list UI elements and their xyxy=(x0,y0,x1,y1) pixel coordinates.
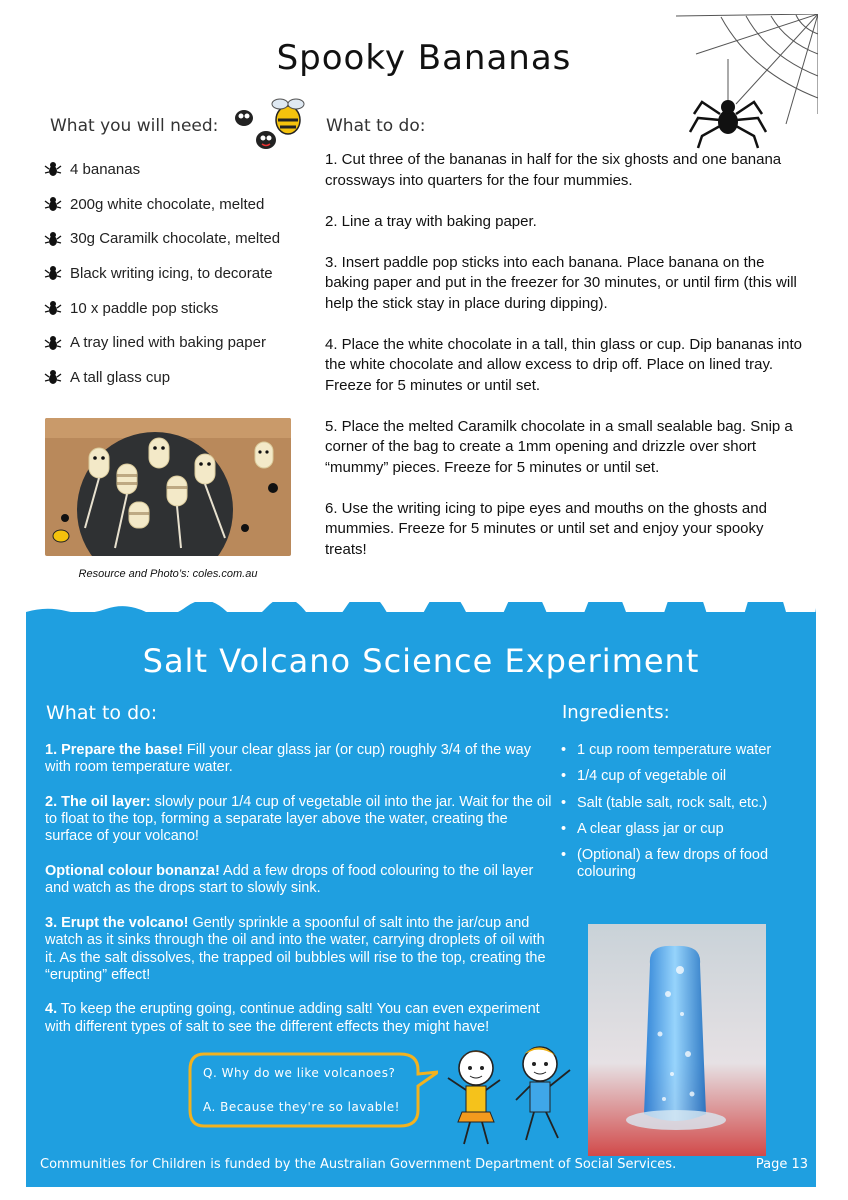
footer-text: Communities for Children is funded by the Australian Government Department of Social Services. xyxy=(40,1157,677,1172)
list-item xyxy=(44,221,314,256)
ingredient-text: 30g Caramilk chocolate, melted xyxy=(70,230,281,248)
salt-volcano-photo xyxy=(588,924,766,1156)
step-text: 4. Place the white chocolate in a tall, thin glass or cup. Dip bananas into the white chocolate and allow excess to drip off. Place on lined tray. Freeze for 5 minutes or until set. xyxy=(325,335,802,394)
list-item: • 1/4 cup of vegetable oil xyxy=(561,768,801,785)
step-body: Gently sprinkle a spoonful of salt into the jar/cup and watch as it sinks through the oil and into the water, carrying droplets of oil with it. As the salt dissolves, the trapped oil bubbles will rise to the top, creating the “erupting” effect! xyxy=(45,914,546,983)
speech-bubble xyxy=(186,1050,438,1130)
spider-bullet-icon xyxy=(44,264,62,282)
step-text: 5. Place the melted Caramilk chocolate in a small sealable bag. Snip a corner of the bag to create a 1mm opening and drizzle over short “mummy” pieces. Freeze for 5 minutes or until set. xyxy=(325,417,793,476)
step-lead: 4. xyxy=(45,1001,58,1018)
step-lead: 1. Prepare the base! xyxy=(45,742,183,758)
step-body: slowly pour 1/4 cup of vegetable oil into the jar. Wait for the oil to float to the top, forming a separate layer above the water, creating the surface of your volcano! xyxy=(45,793,552,845)
step-text: 6. Use the writing icing to pipe eyes and mouths on the ghosts and mummies. Freeze for 5 minutes or until set and enjoy your spooky treats! xyxy=(325,499,767,558)
experiment-steps xyxy=(45,742,553,1053)
step-text: 1. Cut three of the bananas in half for the six ghosts and one banana crossways into quarters for the four mummies. xyxy=(325,151,782,189)
list-item xyxy=(44,187,314,222)
recipe-steps xyxy=(325,150,807,581)
spider-web-icon xyxy=(676,14,818,150)
step-lead: 2. The oil layer: xyxy=(45,793,151,810)
do-heading: What to do: xyxy=(326,116,426,136)
ingredient-list xyxy=(44,152,314,395)
spider-bullet-icon xyxy=(44,160,62,178)
step-text: 2. Line a tray with baking paper. xyxy=(325,212,537,230)
experiment-title: Salt Volcano Science Experiment xyxy=(142,642,700,680)
step-text: 3. Insert paddle pop sticks into each banana. Place banana on the baking paper and put in the freezer for 30 minutes, or until firm (this will help the stick stay in place during dipping). xyxy=(325,253,797,312)
spooky-bananas-photo xyxy=(45,418,291,556)
ingredient-text: Black writing icing, to decorate xyxy=(70,264,273,282)
children-illustration xyxy=(434,1040,584,1150)
list-item xyxy=(44,291,314,326)
spider-bullet-icon xyxy=(44,334,62,352)
list-item xyxy=(44,360,314,395)
photo-credit: Resource and Photo’s: coles.com.au xyxy=(78,568,258,580)
experiment-step xyxy=(45,794,553,846)
spider-bullet-icon xyxy=(44,368,62,386)
experiment-ingredient-list xyxy=(561,742,801,891)
spider-bullet-icon xyxy=(44,230,62,248)
need-heading: What you will need: xyxy=(50,116,219,136)
page-number: Page 13 xyxy=(755,1157,808,1172)
experiment-do-heading: What to do: xyxy=(46,702,158,724)
list-item: • (Optional) a few drops of food colouring xyxy=(561,847,801,882)
experiment-ingredients-heading: Ingredients: xyxy=(562,702,670,723)
step-body: To keep the erupting going, continue adding salt! You can even experiment with different types of salt to see the different effects they might have! xyxy=(45,1001,540,1035)
list-item xyxy=(44,152,314,187)
step-body: Add a few drops of food colouring to the oil layer and watch as the drops start to slowly sink. xyxy=(45,863,534,897)
list-item xyxy=(44,256,314,291)
bugs-illustration xyxy=(226,94,310,156)
list-item: • 1 cup room temperature water xyxy=(561,742,801,759)
ingredient-text: A tall glass cup xyxy=(70,368,171,386)
step-lead: Optional colour bonanza! xyxy=(45,863,220,880)
ingredient-text: 4 bananas xyxy=(70,160,141,178)
step-body: Fill your clear glass jar (or cup) roughly 3/4 of the way with room temperature water. xyxy=(45,742,531,776)
spider-bullet-icon xyxy=(44,299,62,317)
experiment-step xyxy=(45,1001,553,1036)
recipe-title: Spooky Bananas xyxy=(276,38,572,78)
experiment-step xyxy=(45,915,553,984)
spider-bullet-icon xyxy=(44,195,62,213)
footer xyxy=(40,1157,808,1172)
joke-question: Q. Why do we like volcanoes? xyxy=(203,1066,396,1080)
ingredient-text: 200g white chocolate, melted xyxy=(70,195,265,213)
list-item: • A clear glass jar or cup xyxy=(561,821,801,838)
ingredient-text: A tray lined with baking paper xyxy=(70,334,266,352)
experiment-step xyxy=(45,863,553,898)
experiment-step xyxy=(45,742,553,777)
ingredient-text: 10 x paddle pop sticks xyxy=(70,299,219,317)
list-item: • Salt (table salt, rock salt, etc.) xyxy=(561,795,801,812)
joke-answer: A. Because they're so lavable! xyxy=(203,1100,400,1114)
list-item xyxy=(44,325,314,360)
step-lead: 3. Erupt the volcano! xyxy=(45,914,189,931)
